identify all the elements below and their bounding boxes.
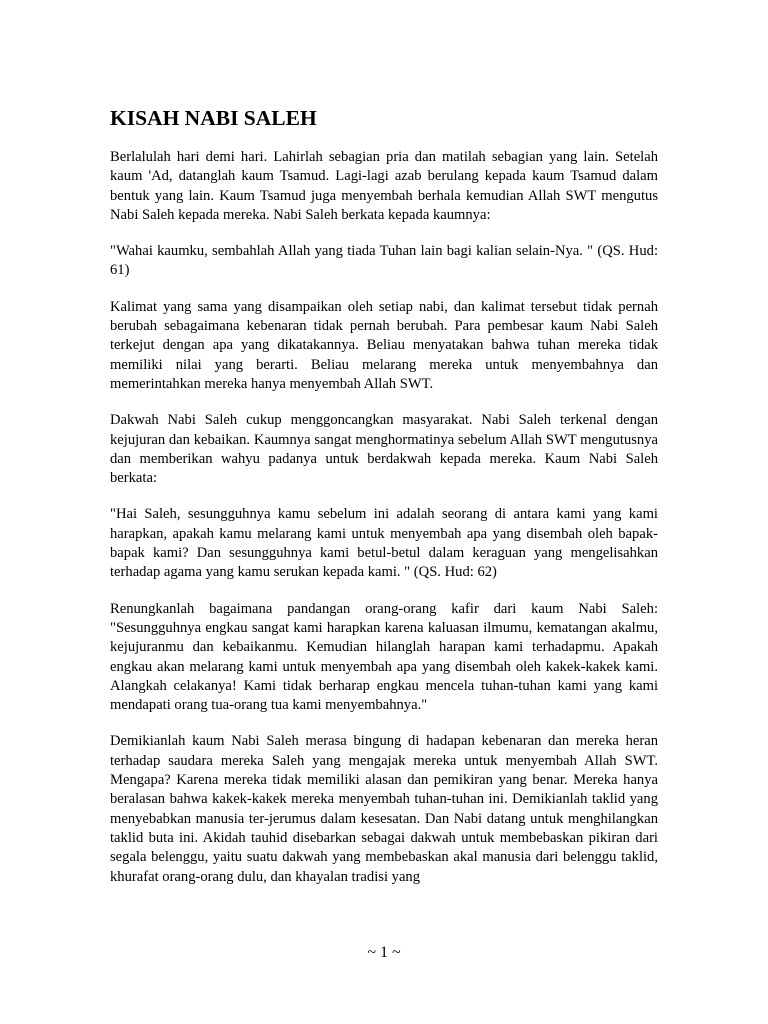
document-title: KISAH NABI SALEH	[110, 106, 317, 130]
paragraph: Kalimat yang sama yang disampaikan oleh setiap nabi, dan kalimat tersebut tidak pernah berubah sebagaimana kebenaran tidak pernah berubah. Para pembesar kaum Nabi Saleh terkejut dengan apa yang dikatakannya. Beliau menyatakan bahwa tuhan mereka tidak memiliki nilai yang berarti. Beliau melarang mereka untuk menyembahnya dan memerintahkan mereka hanya menyembah Allah SWT.	[110, 298, 658, 392]
paragraph: Demikianlah kaum Nabi Saleh merasa bingung di hadapan kebenaran dan mereka heran terhadap saudara mereka Saleh yang mengajak mereka untuk menyembah Allah SWT. Mengapa? Karena mereka tidak memiliki alasan dan pemikiran yang benar. Mereka hanya beralasan bahwa kakek-kakek mereka menyembah tuhan-tuhan ini. Demikianlah taklid yang menyebabkan manusia ter-jerumus dalam kesesatan. Dan Nabi datang untuk menghilangkan taklid buta ini. Akidah tauhid disebarkan sebagai dakwah untuk membebaskan pikiran dari segala belenggu, yaitu suatu dakwah yang membebaskan akal manusia dari belenggu taklid, khurafat orang-orang dulu, dan khayalan tradisi yang	[110, 733, 658, 885]
page-number: ~ 1 ~	[367, 944, 401, 961]
paragraph: Dakwah Nabi Saleh cukup menggoncangkan masyarakat. Nabi Saleh terkenal dengan kejujuran dan kebaikan. Kaumnya sangat menghormatinya sebelum Allah SWT mengutusnya dan memberikan wahyu padanya untuk berdakwah kepada mereka. Kaum Nabi Saleh berkata:	[110, 412, 658, 487]
paragraph: Berlalulah hari demi hari. Lahirlah sebagian pria dan matilah sebagian yang lain. Setelah kaum 'Ad, datanglah kaum Tsamud. Lagi-lagi azab berulang kepada kaum Tsamud dalam bentuk yang lain. Kaum Tsamud juga menyembah berhala kemudian Allah SWT mengutus Nabi Saleh kepada mereka. Nabi Saleh berkata kepada kaumnya:	[110, 149, 658, 223]
paragraph: "Hai Saleh, sesungguhnya kamu sebelum ini adalah seorang di antara kami yang kami harapkan, apakah kamu melarang kami untuk menyembah apa yang disembah oleh bapak-bapak kami? Dan sesungguhnya kami betul-betul dalam keraguan yang mengelisahkan terhadap agama yang kamu serukan kepada kami. " (QS. Hud: 62)	[110, 506, 658, 581]
paragraph: "Wahai kaumku, sembahlah Allah yang tiada Tuhan lain bagi kalian selain-Nya. " (QS. Hud: 61)	[110, 243, 658, 279]
paragraph: Renungkanlah bagaimana pandangan orang-orang kafir dari kaum Nabi Saleh: "Sesungguhnya engkau sangat kami harapkan karena kaluasan ilmumu, kematangan akalmu, kejujuranmu dan kebaikanmu. Kemudian hilanglah harapan kami terhadapmu. Apakah engkau akan melarang kami untuk menyembah apa yang disembah oleh kakek-kakek kami. Alangkah celakanya! Kami tidak berharap engkau mencela tuhan-tuhan kami yang kami mendapati orang tua-orang tua kami menyembahnya."	[110, 600, 658, 714]
document-body	[110, 104, 658, 887]
